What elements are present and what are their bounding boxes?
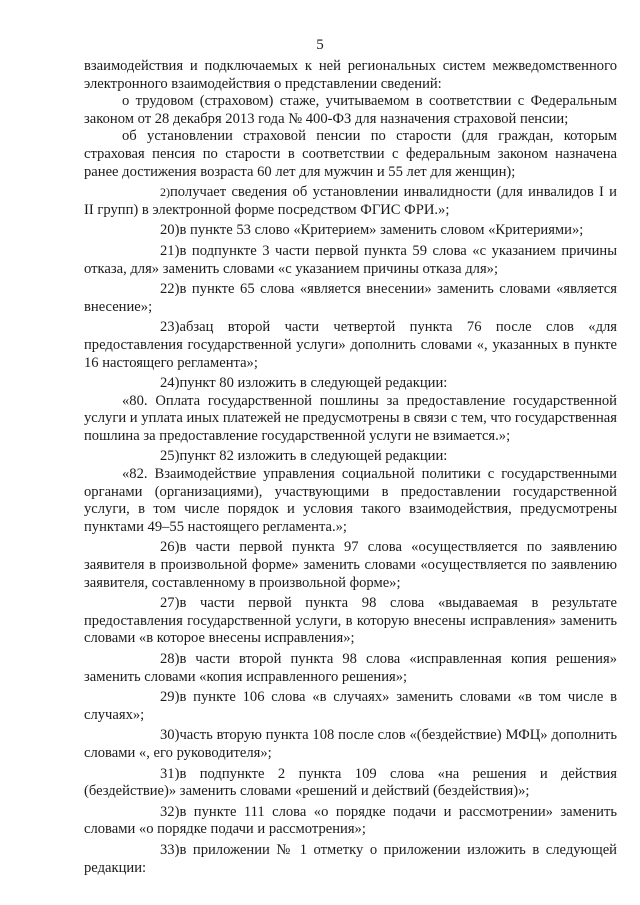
item-number: 29) xyxy=(160,689,180,706)
item-number: 27) xyxy=(160,595,180,612)
item-number: 25) xyxy=(160,448,180,465)
list-item-21: 21)в подпункте 3 части первой пункта 59 слова «с указанием причины отказа, для» заменить словами «с указанием причины отказа для»; xyxy=(84,242,617,277)
list-item-26: 26)в части первой пункта 97 слова «осуществляется по заявлению заявителя в произвольной форме» заменить словами «осуществляется по заявлению заявителя, составленному в произвольной форме»; xyxy=(84,539,617,591)
item-number: 22) xyxy=(160,281,180,298)
list-item-20: 20)в пункте 53 слово «Критерием» заменить словом «Критериями»; xyxy=(84,222,617,240)
list-item-33: 33)в приложении № 1 отметку о приложении изложить в следующей редакции: xyxy=(84,841,617,876)
list-item-29: 29)в пункте 106 слова «в случаях» заменить словами «в том числе в случаях»; xyxy=(84,689,617,723)
paragraph-old-age-pension: об установлении страховой пенсии по старости (для граждан, которым страховая пенсия по старости в соответствии с федеральным законом назначена ранее достижения возраста 60 лет для мужчин и 55 лет для женщин); xyxy=(84,128,617,180)
list-item-25: 25)пункт 82 изложить в следующей редакции: xyxy=(84,448,617,466)
item-number: 26) xyxy=(160,539,180,556)
item-number: 23) xyxy=(160,319,180,336)
item-number: 32) xyxy=(160,803,180,820)
item-number: 30) xyxy=(160,727,180,744)
paragraph-item-80: «80. Оплата государственной пошлины за предоставление государственной услуги и уплата иных платежей не предусмотрены в связи с тем, что государственная пошлина за предоставление государственной услуги не взимается.»; xyxy=(84,392,617,444)
item-number: 31) xyxy=(160,765,180,782)
paragraph-labor-stage: о трудовом (страховом) стаже, учитываемом в соответствии с Федеральным законом от 28 декабря 2013 года № 400-ФЗ для назначения страховой пенсии; xyxy=(84,93,617,127)
list-item-2: 2)получает сведения об установлении инвалидности (для инвалидов I и II групп) в электронной форме посредством ФГИС ФРИ.»; xyxy=(84,184,617,218)
list-item-31: 31)в подпункте 2 пункта 109 слова «на решения и действия (бездействие)» заменить словами «решений и действий (бездействия)»; xyxy=(84,765,617,800)
list-item-30: 30)часть вторую пункта 108 после слов «(бездействие) МФЦ» дополнить словами «, его руководителя»; xyxy=(84,727,617,761)
item-number: 2) xyxy=(160,185,170,200)
item-number: 20) xyxy=(160,222,180,239)
paragraph-continuation: взаимодействия и подключаемых к ней региональных систем межведомственного электронного взаимодействия о представлении сведений: xyxy=(84,58,617,92)
list-item-28: 28)в части второй пункта 98 слова «исправленная копия решения» заменить словами «копия исправленного решения»; xyxy=(84,651,617,685)
list-item-23: 23)абзац второй части четвертой пункта 76 после слов «для предоставления государственной услуги» дополнить словами «, указанных в пункте 16 настоящего регламента»; xyxy=(84,319,617,371)
item-number: 33) xyxy=(160,841,180,858)
list-item-24: 24)пункт 80 изложить в следующей редакции: xyxy=(84,375,617,393)
list-item-27: 27)в части первой пункта 98 слова «выдаваемая в результате предоставления государственной услуги, в которую внесены исправления» заменить словами «в которое внесены исправления»; xyxy=(84,595,617,647)
document-body xyxy=(84,58,617,877)
page-number: 5 xyxy=(316,37,324,53)
item-number: 21) xyxy=(160,242,180,259)
paragraph-item-82: «82. Взаимодействие управления социальной политики с государственными органами (организациями), участвующими в предоставлении государственной услуги, в том числе порядок и условия такого взаимодействия, предусмотрены пунктами 49–55 настоящего регламента.»; xyxy=(84,466,617,535)
list-item-22: 22)в пункте 65 слова «является внесении» заменить словами «является внесение»; xyxy=(84,281,617,315)
item-number: 24) xyxy=(160,375,180,392)
item-number: 28) xyxy=(160,651,180,667)
list-item-32: 32)в пункте 111 слова «о порядке подачи и рассмотрении» заменить словами «о порядке подачи и рассмотрения»; xyxy=(84,803,617,838)
